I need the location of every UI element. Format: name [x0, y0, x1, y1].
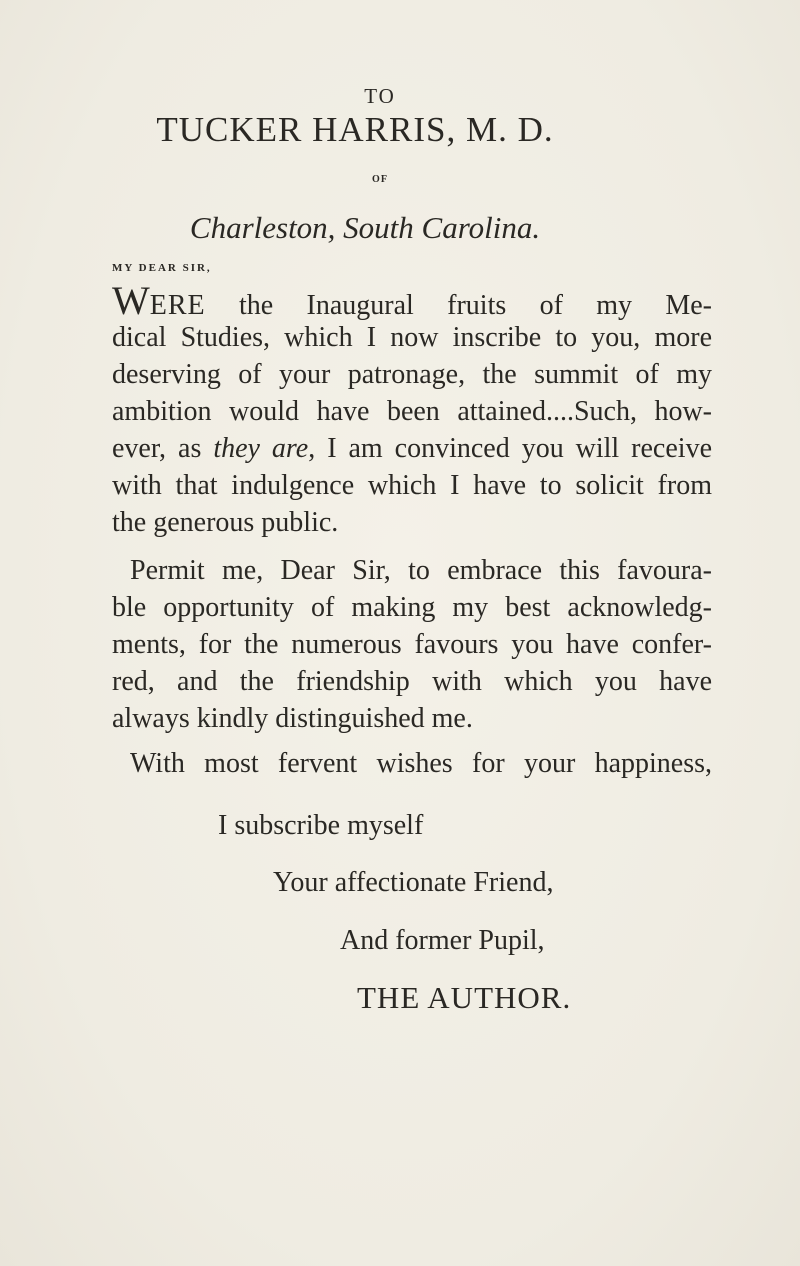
paragraph-1-line: WERE the Inaugural fruits of my Me- [112, 278, 712, 323]
dedication-place: Charleston, South Carolina. [189, 210, 541, 245]
paragraph-2-line: Permit me, Dear Sir, to embrace this favoura- [130, 555, 712, 586]
paragraph-1-line: ever, as they are, I am convinced you will receive [112, 433, 712, 464]
paragraph-1-line: the generous public. [112, 507, 339, 538]
paragraph-3 [112, 745, 712, 782]
paragraph-1-line: dical Studies, which I now inscribe to you, more [112, 322, 712, 353]
paragraph-2-line: red, and the friendship with which you have [112, 666, 712, 697]
closing-subscribe: I subscribe myself [218, 810, 424, 841]
salutation: MY DEAR SIR, [112, 262, 212, 274]
paragraph-2-line: always kindly distinguished me. [112, 703, 473, 734]
closing-author: THE AUTHOR. [357, 980, 572, 1015]
drop-cap: W [112, 278, 150, 323]
paragraph-2-line: ments, for the numerous favours you have confer- [112, 629, 712, 660]
dedication-to: TO [364, 84, 396, 108]
paragraph-1 [112, 278, 712, 541]
dedication-addressee: TUCKER HARRIS, M. D. [156, 110, 554, 149]
paragraph-1-line: ambition would have been attained....Such, how- [112, 396, 712, 427]
paragraph-1-line: with that indulgence which I have to solicit from [112, 470, 712, 501]
paragraph-2 [112, 552, 712, 737]
paragraph-2-line: ble opportunity of making my best acknowledg- [112, 592, 712, 623]
closing-friend: Your affectionate Friend, [273, 867, 554, 898]
closing-pupil: And former Pupil, [340, 925, 545, 956]
paragraph-3-line: With most fervent wishes for your happiness, [130, 748, 712, 779]
paragraph-1-line: deserving of your patronage, the summit of my [112, 359, 712, 390]
dedication-of: OF [372, 174, 388, 185]
